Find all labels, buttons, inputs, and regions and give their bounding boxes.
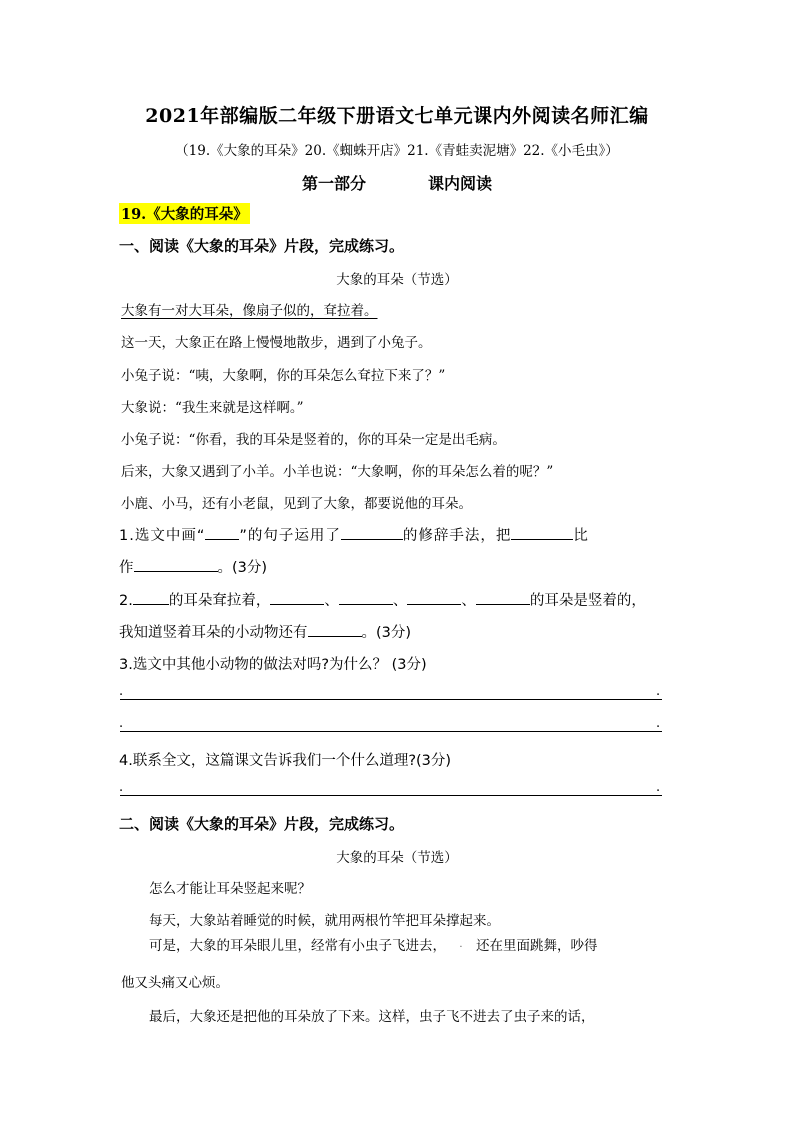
section2-text: 可是，大象的耳朵眼儿里，经常有小虫子飞进去， — [149, 938, 446, 954]
section2-paragraph: 他又头痛又心烦。 — [121, 975, 229, 991]
q1-text: 比 — [573, 528, 589, 544]
question-3: 3.选文中其他小动物的做法对吗?为什么？ (3分) — [119, 657, 427, 673]
q2-text: 的耳朵是竖着的， — [529, 593, 646, 609]
document-subtitle: （19.《大象的耳朵》20.《蜘蛛开店》21.《青蛙卖泥塘》22.《小毛虫》） — [175, 143, 619, 159]
section1-paragraph: 小兔子说：“咦，大象啊，你的耳朵怎么耷拉下来了？” — [121, 368, 446, 384]
q1-text: 的修辞手法，把 — [402, 528, 512, 544]
q1-blank-mark[interactable] — [205, 525, 239, 540]
q2-sep: 、 — [461, 593, 476, 609]
q1-text: ”的句子运用了 — [239, 528, 341, 544]
q2-sep: 、 — [392, 593, 408, 609]
question-2-cont — [119, 621, 411, 642]
q1-text: 1.选文中画“ — [119, 528, 206, 544]
section2-paragraph: 最后，大象还是把他的耳朵放了下来。这样，虫子飞不进去了虫子来的话， — [149, 1009, 595, 1025]
answer-line[interactable] — [120, 795, 662, 796]
section1-paragraph: 大象有一对大耳朵，像扇子似的，耷拉着。 — [121, 303, 378, 319]
q2-text: 我知道竖着耳朵的小动物还有 — [119, 625, 308, 641]
answer-dot: . — [119, 780, 124, 795]
question-1-cont — [119, 556, 267, 577]
answer-line[interactable] — [120, 699, 662, 700]
q1-text: 。(3分) — [217, 560, 268, 576]
q2-text: 。(3分) — [361, 625, 412, 641]
answer-dot: . — [119, 716, 124, 731]
document-title: 2021年部编版二年级下册语文七单元课内外阅读名师汇编 — [145, 105, 649, 127]
section1-paragraph: 大象说：“我生来就是这样啊。” — [121, 400, 304, 416]
part-label: 第一部分 — [301, 174, 366, 193]
section2-paragraph — [149, 934, 598, 954]
q1-blank-object[interactable] — [511, 525, 573, 540]
section1-paragraph: 小兔子说：“你看，我的耳朵是竖着的，你的耳朵一定是出毛病。 — [121, 432, 506, 448]
question-2 — [119, 589, 646, 610]
section1-paragraph: 这一天，大象正在路上慢慢地散步，遇到了小兔子。 — [121, 335, 432, 351]
section-label: 19.《大象的耳朵》 — [119, 203, 250, 224]
q2-blank[interactable] — [270, 590, 324, 605]
q2-text: 2. — [119, 593, 133, 609]
answer-line[interactable] — [120, 731, 662, 732]
part-heading — [0, 171, 794, 194]
answer-dot: . — [656, 684, 661, 699]
section2-text: 还在里面跳舞，吵得 — [476, 938, 598, 954]
question-1 — [119, 524, 589, 545]
section2-paragraph: 每天，大象站着睡觉的时候，就用两根竹竿把耳朵撑起来。 — [149, 913, 500, 929]
section2-heading: 二、阅读《大象的耳朵》片段，完成练习。 — [119, 815, 405, 833]
section2-excerpt-title: 大象的耳朵（节选） — [336, 850, 458, 866]
section1-paragraph: 后来，大象又遇到了小羊。小羊也说：“大象啊，你的耳朵怎么着的呢？” — [121, 464, 554, 480]
q2-blank[interactable] — [476, 590, 530, 605]
section2-mark: · — [459, 942, 463, 953]
q1-blank-compare[interactable] — [134, 557, 218, 572]
q1-blank-rhetoric[interactable] — [341, 525, 403, 540]
answer-dot: . — [119, 684, 124, 699]
section1-heading: 一、阅读《大象的耳朵》片段，完成练习。 — [119, 237, 405, 255]
q2-blank[interactable] — [339, 590, 393, 605]
section2-paragraph: 怎么才能让耳朵竖起来呢？ — [149, 881, 311, 897]
q2-blank[interactable] — [133, 590, 169, 605]
section1-paragraph: 小鹿、小马，还有小老鼠，见到了大象，都要说他的耳朵。 — [121, 496, 472, 512]
q1-text: 作 — [119, 560, 134, 576]
part-name: 课内阅读 — [428, 174, 493, 193]
question-4: 4.联系全文，这篇课文告诉我们一个什么道理?(3分) — [119, 753, 452, 769]
q2-sep: 、 — [324, 593, 339, 609]
section1-excerpt-title: 大象的耳朵（节选） — [336, 272, 458, 288]
answer-dot: . — [656, 716, 661, 731]
q2-text: 的耳朵耷拉着， — [168, 593, 271, 609]
q2-blank[interactable] — [308, 622, 362, 637]
q2-blank[interactable] — [407, 590, 461, 605]
answer-dot: . — [656, 780, 661, 795]
